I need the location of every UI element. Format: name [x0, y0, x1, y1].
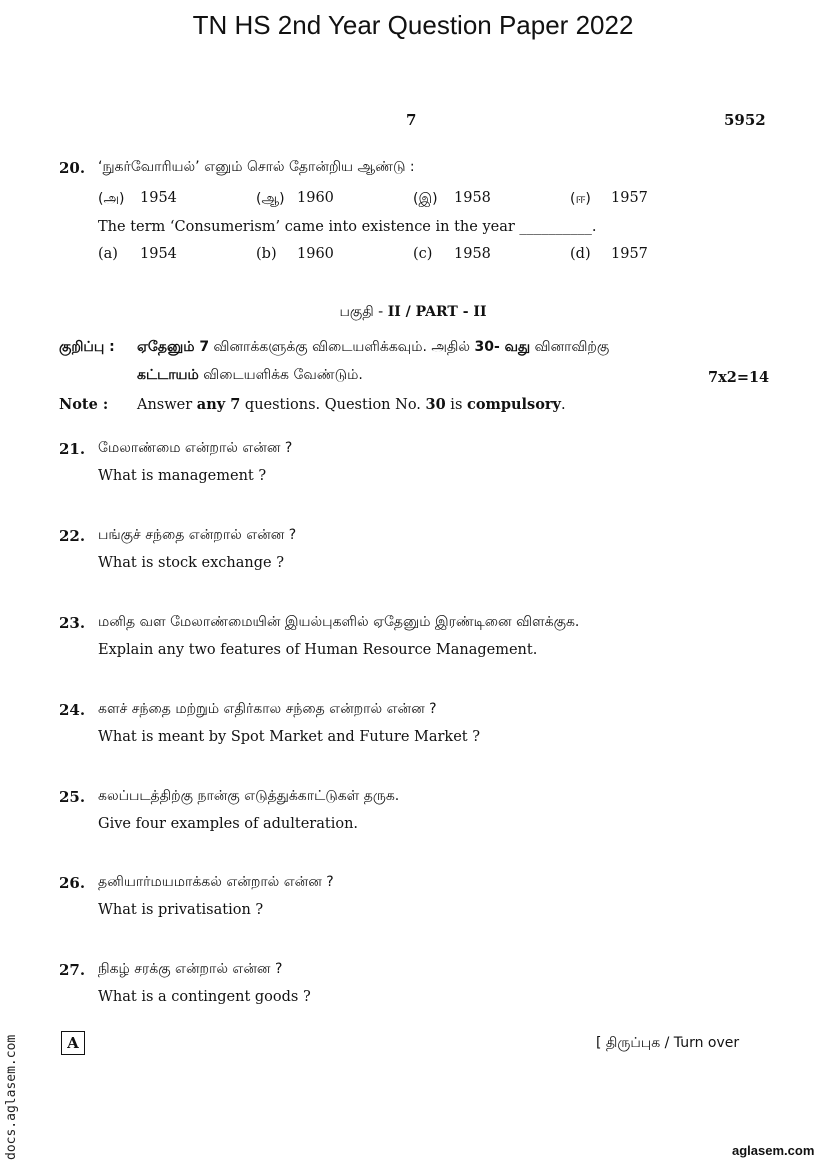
- question-text-english: What is meant by Spot Market and Future Market ?: [98, 729, 481, 745]
- marks-allocation: 7x2=14: [708, 369, 770, 386]
- question-text-tamil: மேலாண்மை என்றால் என்ன ?: [98, 440, 293, 456]
- option-value: 1960: [297, 190, 334, 206]
- question-number: 20.: [59, 159, 86, 177]
- option-label: (இ): [413, 191, 438, 207]
- question-text-english: What is privatisation ?: [98, 902, 264, 918]
- question-text-tamil: களச் சந்தை மற்றும் எதிர்கால சந்தை என்றால் என்ன ?: [98, 701, 437, 717]
- brand-watermark: aglasem.com: [732, 1143, 815, 1158]
- part-heading-roman: II: [387, 304, 401, 320]
- option-label: (d): [570, 246, 591, 262]
- page-number: 7: [406, 111, 417, 129]
- option-value: 1958: [454, 190, 491, 206]
- option-label: (அ): [98, 191, 125, 207]
- note-label-english: Note :: [59, 396, 109, 413]
- question-number: 27.: [59, 961, 86, 979]
- option-value: 1957: [611, 246, 648, 262]
- question-text-tamil: பங்குச் சந்தை என்றால் என்ன ?: [98, 527, 297, 543]
- part-heading-tamil: பகுதி -: [339, 304, 388, 320]
- question-text-tamil: மனித வள மேலாண்மையின் இயல்புகளில் ஏதேனும் இரண்டினை விளக்குக.: [98, 614, 580, 630]
- turn-over-label: [ திருப்புக / Turn over: [596, 1035, 740, 1051]
- paper-code: 5952: [724, 111, 766, 129]
- note-label-tamil: குறிப்பு :: [59, 339, 115, 355]
- option-label: (c): [413, 246, 433, 262]
- question-text-tamil: தனியார்மயமாக்கல் என்றால் என்ன ?: [98, 874, 334, 890]
- page-banner-title: TN HS 2nd Year Question Paper 2022: [192, 10, 634, 40]
- option-value: 1960: [297, 246, 334, 262]
- question-number: 26.: [59, 874, 86, 892]
- side-watermark-url: docs.aglasem.com: [4, 1034, 19, 1160]
- option-label: (a): [98, 246, 118, 262]
- option-label: (ஆ): [256, 191, 285, 207]
- question-text-english: What is management ?: [98, 468, 267, 484]
- question-text-english: What is a contingent goods ?: [98, 989, 311, 1005]
- question-text-english: What is stock exchange ?: [98, 555, 284, 571]
- note-text-english: Answer any 7 questions. Question No. 30 is compulsory.: [137, 396, 566, 413]
- question-text-tamil: ‘நுகர்வோரியல்’ எனும் சொல் தோன்றிய ஆண்டு :: [98, 159, 415, 175]
- option-value: 1957: [611, 190, 648, 206]
- question-text-tamil: கலப்படத்திற்கு நான்கு எடுத்துக்காட்டுகள் தருக.: [98, 788, 400, 804]
- note-text-tamil-line1: ஏதேனும் 7 வினாக்களுக்கு விடையளிக்கவும். அதில் 30- வது வினாவிற்கு: [137, 339, 610, 355]
- part-heading: [0, 304, 826, 322]
- note-text-tamil-line2: கட்டாயம் விடையளிக்க வேண்டும்.: [137, 367, 363, 383]
- option-label: (b): [256, 246, 277, 262]
- question-text-english: Explain any two features of Human Resource Management.: [98, 642, 538, 658]
- option-value: 1954: [140, 190, 177, 206]
- question-text-english: Give four examples of adulteration.: [98, 816, 359, 832]
- question-number: 22.: [59, 527, 86, 545]
- question-text-tamil: நிகழ் சரக்கு என்றால் என்ன ?: [98, 961, 283, 977]
- option-value: 1954: [140, 246, 177, 262]
- question-text-english: The term ‘Consumerism’ came into existence in the year __________.: [98, 219, 597, 235]
- question-number: 24.: [59, 701, 86, 719]
- option-label: (ஈ): [570, 191, 591, 207]
- question-number: 25.: [59, 788, 86, 806]
- part-heading-english: / PART - II: [400, 304, 487, 320]
- option-value: 1958: [454, 246, 491, 262]
- question-number: 21.: [59, 440, 86, 458]
- question-number: 23.: [59, 614, 86, 632]
- booklet-version-box: A: [61, 1031, 85, 1055]
